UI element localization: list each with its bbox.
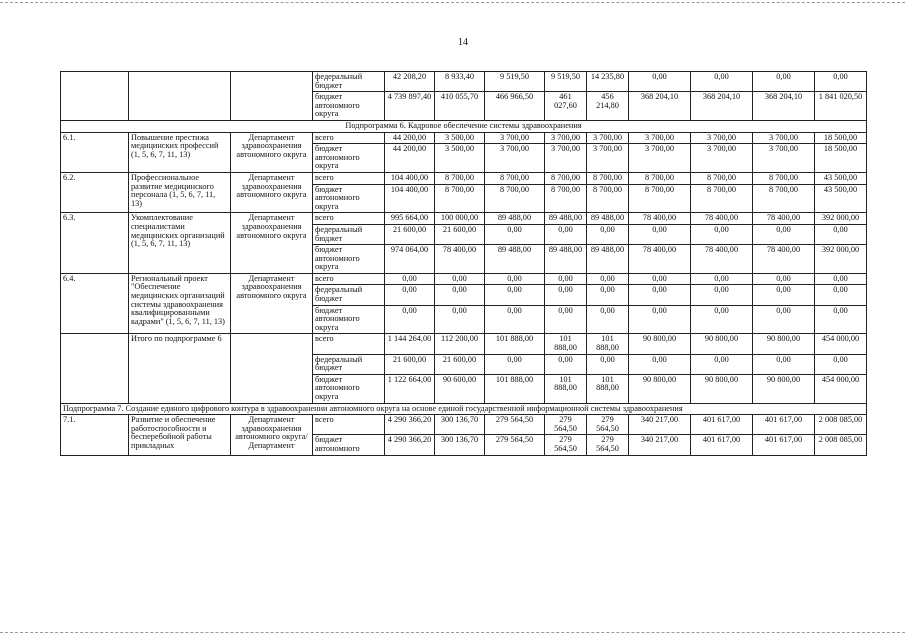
value-cell: 9 519,50: [545, 72, 587, 92]
scan-bottom-edge: [0, 632, 905, 633]
table-row: [61, 213, 867, 225]
value-cell: 0,00: [691, 285, 753, 305]
value-cell: 392 000,00: [815, 245, 867, 274]
funding-source-cell: федеральный бюджет: [313, 285, 385, 305]
value-cell: 18 500,00: [815, 144, 867, 173]
value-cell: 3 700,00: [629, 132, 691, 144]
item-number-cell: [61, 334, 129, 403]
value-cell: 78 400,00: [753, 245, 815, 274]
item-number-cell: 7.1.: [61, 415, 129, 455]
value-cell: 101 888,00: [485, 374, 545, 403]
value-cell: 995 664,00: [385, 213, 435, 225]
value-cell: 3 700,00: [485, 144, 545, 173]
value-cell: 0,00: [545, 305, 587, 334]
value-cell: 21 600,00: [435, 224, 485, 244]
budget-table: [60, 71, 867, 456]
value-cell: 8 700,00: [435, 184, 485, 213]
value-cell: 3 700,00: [587, 132, 629, 144]
value-cell: 101 888,00: [545, 374, 587, 403]
value-cell: 401 617,00: [753, 435, 815, 455]
item-number-cell: 6.4.: [61, 273, 129, 334]
value-cell: 0,00: [435, 305, 485, 334]
value-cell: 401 617,00: [691, 435, 753, 455]
value-cell: 8 700,00: [485, 172, 545, 184]
value-cell: 279 564,50: [587, 415, 629, 435]
value-cell: 8 700,00: [753, 184, 815, 213]
value-cell: 3 700,00: [485, 132, 545, 144]
value-cell: 0,00: [815, 72, 867, 92]
table-row: [61, 334, 867, 354]
value-cell: 0,00: [485, 224, 545, 244]
funding-source-cell: бюджет автономного округа: [313, 144, 385, 173]
responsible-dept-cell: [231, 72, 313, 121]
value-cell: 18 500,00: [815, 132, 867, 144]
value-cell: 90 800,00: [753, 374, 815, 403]
value-cell: 0,00: [629, 224, 691, 244]
value-cell: 90 600,00: [435, 374, 485, 403]
item-name-cell: [129, 72, 231, 121]
value-cell: 340 217,00: [629, 415, 691, 435]
value-cell: 300 136,70: [435, 415, 485, 435]
value-cell: 340 217,00: [629, 435, 691, 455]
value-cell: 8 700,00: [587, 184, 629, 213]
value-cell: 112 200,00: [435, 334, 485, 354]
value-cell: 0,00: [545, 285, 587, 305]
value-cell: 0,00: [545, 224, 587, 244]
item-name-cell: Повышение престижа медицинских профессий (1, 5, 6, 7, 11, 13): [129, 132, 231, 172]
funding-source-cell: бюджет автономного округа: [313, 184, 385, 213]
value-cell: 0,00: [691, 224, 753, 244]
value-cell: 1 144 264,00: [385, 334, 435, 354]
value-cell: 0,00: [629, 285, 691, 305]
value-cell: 100 000,00: [435, 213, 485, 225]
value-cell: 43 500,00: [815, 184, 867, 213]
value-cell: 279 564,50: [545, 415, 587, 435]
value-cell: 89 488,00: [485, 245, 545, 274]
value-cell: 0,00: [691, 273, 753, 285]
funding-source-cell: бюджет автономного округа: [313, 245, 385, 274]
value-cell: 974 064,00: [385, 245, 435, 274]
value-cell: 279 564,50: [545, 435, 587, 455]
item-number-cell: 6.2.: [61, 172, 129, 212]
item-number-cell: 6.1.: [61, 132, 129, 172]
responsible-dept-cell: Департамент здравоохранения автономного округа: [231, 172, 313, 212]
table-row: [61, 172, 867, 184]
value-cell: 279 564,50: [485, 415, 545, 435]
value-cell: 8 700,00: [629, 172, 691, 184]
value-cell: 43 500,00: [815, 172, 867, 184]
value-cell: 0,00: [753, 354, 815, 374]
value-cell: 279 564,50: [485, 435, 545, 455]
value-cell: 0,00: [545, 273, 587, 285]
value-cell: 8 700,00: [691, 184, 753, 213]
value-cell: 0,00: [629, 72, 691, 92]
value-cell: 0,00: [753, 224, 815, 244]
value-cell: 0,00: [629, 354, 691, 374]
value-cell: 101 888,00: [587, 334, 629, 354]
responsible-dept-cell: Департамент здравоохранения автономного округа: [231, 213, 313, 274]
value-cell: 0,00: [753, 273, 815, 285]
value-cell: 0,00: [815, 224, 867, 244]
responsible-dept-cell: [231, 334, 313, 403]
item-number-cell: [61, 72, 129, 121]
table-row: [61, 132, 867, 144]
value-cell: 78 400,00: [753, 213, 815, 225]
value-cell: 0,00: [815, 285, 867, 305]
value-cell: 368 204,10: [691, 92, 753, 121]
value-cell: 401 617,00: [691, 415, 753, 435]
value-cell: 44 200,00: [385, 144, 435, 173]
value-cell: 8 700,00: [691, 172, 753, 184]
value-cell: 9 519,50: [485, 72, 545, 92]
value-cell: 3 700,00: [691, 132, 753, 144]
value-cell: 78 400,00: [435, 245, 485, 274]
subprogram-header-row: [61, 403, 867, 415]
value-cell: 0,00: [753, 285, 815, 305]
value-cell: 3 700,00: [587, 144, 629, 173]
subprogram-7-title: Подпрограмма 7. Создание единого цифрового контура в здравоохранении автономного округа на основе единой государственной информационной системы здравоохранения: [61, 403, 867, 415]
value-cell: 0,00: [545, 354, 587, 374]
value-cell: 0,00: [587, 305, 629, 334]
value-cell: 0,00: [587, 285, 629, 305]
value-cell: 401 617,00: [753, 415, 815, 435]
value-cell: 0,00: [815, 354, 867, 374]
value-cell: 90 800,00: [629, 374, 691, 403]
table-body: [61, 72, 867, 456]
funding-source-cell: федеральный бюджет: [313, 72, 385, 92]
value-cell: 8 933,40: [435, 72, 485, 92]
item-name-cell: Профессиональное развитие медицинского персонала (1, 5, 6, 7, 11, 13): [129, 172, 231, 212]
value-cell: 8 700,00: [435, 172, 485, 184]
value-cell: 14 235,80: [587, 72, 629, 92]
value-cell: 21 600,00: [385, 354, 435, 374]
value-cell: 3 700,00: [629, 144, 691, 173]
value-cell: 104 400,00: [385, 172, 435, 184]
value-cell: 0,00: [587, 273, 629, 285]
value-cell: 44 200,00: [385, 132, 435, 144]
value-cell: 3 700,00: [545, 132, 587, 144]
value-cell: 4 290 366,20: [385, 415, 435, 435]
funding-source-cell: федеральный бюджет: [313, 224, 385, 244]
funding-source-cell: всего: [313, 132, 385, 144]
value-cell: 0,00: [629, 273, 691, 285]
funding-source-cell: бюджет автономного округа: [313, 374, 385, 403]
item-number-cell: 6.3.: [61, 213, 129, 274]
funding-source-cell: всего: [313, 213, 385, 225]
funding-source-cell: всего: [313, 415, 385, 435]
value-cell: 21 600,00: [435, 354, 485, 374]
value-cell: 89 488,00: [545, 245, 587, 274]
table-row: [61, 72, 867, 92]
value-cell: 78 400,00: [691, 213, 753, 225]
value-cell: 456 214,80: [587, 92, 629, 121]
value-cell: 2 008 085,00: [815, 415, 867, 435]
value-cell: 8 700,00: [753, 172, 815, 184]
value-cell: 89 488,00: [485, 213, 545, 225]
value-cell: 0,00: [485, 285, 545, 305]
page-number: 14: [458, 37, 468, 48]
subprogram-6-title: Подпрограмма 6. Кадровое обеспечение системы здравоохранения: [61, 120, 867, 132]
value-cell: 454 000,00: [815, 334, 867, 354]
item-name-cell: Развитие и обеспечение работоспособности и бесперебойной работы прикладных: [129, 415, 231, 455]
value-cell: 0,00: [385, 285, 435, 305]
value-cell: 0,00: [587, 354, 629, 374]
value-cell: 1 122 664,00: [385, 374, 435, 403]
funding-source-cell: федеральный бюджет: [313, 354, 385, 374]
value-cell: 0,00: [435, 273, 485, 285]
value-cell: 8 700,00: [545, 184, 587, 213]
value-cell: 42 208,20: [385, 72, 435, 92]
value-cell: 3 700,00: [753, 144, 815, 173]
value-cell: 2 008 085,00: [815, 435, 867, 455]
value-cell: 392 000,00: [815, 213, 867, 225]
value-cell: 104 400,00: [385, 184, 435, 213]
scan-top-edge: [0, 2, 905, 3]
value-cell: 0,00: [815, 305, 867, 334]
value-cell: 90 800,00: [691, 334, 753, 354]
funding-source-cell: бюджет автономного округа: [313, 305, 385, 334]
value-cell: 8 700,00: [587, 172, 629, 184]
funding-source-cell: всего: [313, 172, 385, 184]
value-cell: 78 400,00: [691, 245, 753, 274]
value-cell: 0,00: [485, 273, 545, 285]
value-cell: 454 000,00: [815, 374, 867, 403]
value-cell: 0,00: [691, 72, 753, 92]
value-cell: 0,00: [587, 224, 629, 244]
value-cell: 0,00: [815, 273, 867, 285]
value-cell: 90 800,00: [629, 334, 691, 354]
item-name-cell: Укомплектование специалистами медицинских организаций (1, 5, 6, 7, 11, 13): [129, 213, 231, 274]
value-cell: 3 700,00: [545, 144, 587, 173]
value-cell: 3 700,00: [691, 144, 753, 173]
funding-source-cell: бюджет автономного округа: [313, 92, 385, 121]
value-cell: 0,00: [691, 354, 753, 374]
value-cell: 101 888,00: [545, 334, 587, 354]
value-cell: 3 700,00: [753, 132, 815, 144]
value-cell: 78 400,00: [629, 245, 691, 274]
value-cell: 101 888,00: [485, 334, 545, 354]
value-cell: 4 290 366,20: [385, 435, 435, 455]
value-cell: 8 700,00: [485, 184, 545, 213]
responsible-dept-cell: Департамент здравоохранения автономного округа/Департамент: [231, 415, 313, 455]
funding-source-cell: всего: [313, 273, 385, 285]
value-cell: 279 564,50: [587, 435, 629, 455]
value-cell: 0,00: [385, 305, 435, 334]
value-cell: 78 400,00: [629, 213, 691, 225]
item-name-cell: Региональный проект "Обеспечение медицинских организаций системы здравоохранения квалифицированными кадрами" (1, 5, 6, 7, 11, 13): [129, 273, 231, 334]
value-cell: 0,00: [691, 305, 753, 334]
value-cell: 1 841 020,50: [815, 92, 867, 121]
value-cell: 89 488,00: [587, 213, 629, 225]
value-cell: 8 700,00: [545, 172, 587, 184]
value-cell: 461 027,60: [545, 92, 587, 121]
value-cell: 3 500,00: [435, 144, 485, 173]
value-cell: 368 204,10: [629, 92, 691, 121]
value-cell: 89 488,00: [545, 213, 587, 225]
responsible-dept-cell: Департамент здравоохранения автономного округа: [231, 132, 313, 172]
value-cell: 3 500,00: [435, 132, 485, 144]
value-cell: 466 966,50: [485, 92, 545, 121]
value-cell: 90 800,00: [691, 374, 753, 403]
subprogram-header-row: [61, 120, 867, 132]
responsible-dept-cell: Департамент здравоохранения автономного округа: [231, 273, 313, 334]
value-cell: 0,00: [629, 305, 691, 334]
value-cell: 0,00: [385, 273, 435, 285]
value-cell: 0,00: [753, 72, 815, 92]
value-cell: 0,00: [485, 354, 545, 374]
value-cell: 101 888,00: [587, 374, 629, 403]
item-name-cell: Итого по подпрограмме 6: [129, 334, 231, 403]
value-cell: 410 055,70: [435, 92, 485, 121]
table-row: [61, 273, 867, 285]
value-cell: 300 136,70: [435, 435, 485, 455]
value-cell: 368 204,10: [753, 92, 815, 121]
value-cell: 4 739 897,40: [385, 92, 435, 121]
value-cell: 89 488,00: [587, 245, 629, 274]
value-cell: 0,00: [753, 305, 815, 334]
table-row: [61, 415, 867, 435]
funding-source-cell: всего: [313, 334, 385, 354]
value-cell: 8 700,00: [629, 184, 691, 213]
value-cell: 0,00: [485, 305, 545, 334]
funding-source-cell: бюджет автономного: [313, 435, 385, 455]
value-cell: 0,00: [435, 285, 485, 305]
value-cell: 90 800,00: [753, 334, 815, 354]
value-cell: 21 600,00: [385, 224, 435, 244]
